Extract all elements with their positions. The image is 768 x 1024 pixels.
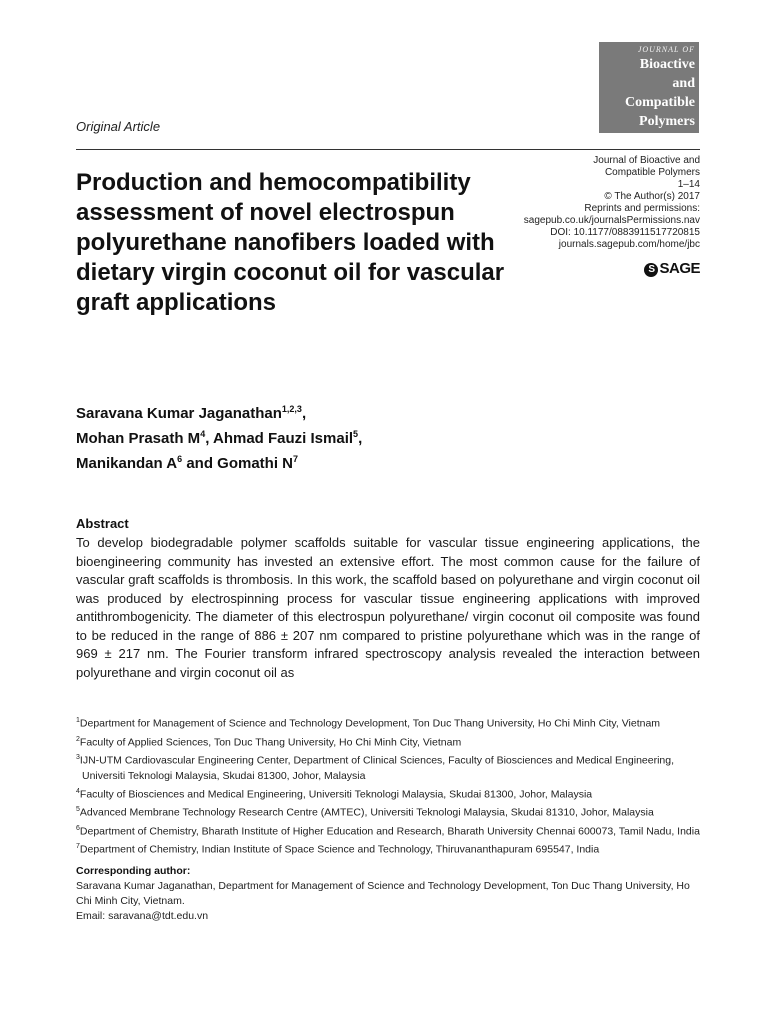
- affiliation-number: 5: [76, 806, 80, 813]
- corresponding-author-text: Saravana Kumar Jaganathan, Department for Management of Science and Technology Development, Ton Duc Thang University, Ho Chi Minh City, Vietnam.: [76, 879, 690, 907]
- journal-logo-line: and: [672, 76, 695, 91]
- author-name: Mohan Prasath M: [76, 430, 201, 447]
- affiliation-item: [76, 750, 700, 784]
- author-list: [76, 399, 636, 474]
- author-affil-ref: 1,2,3: [281, 404, 302, 414]
- author-name: Manikandan A: [76, 455, 178, 472]
- author-name: Ahmad Fauzi Ismail: [213, 430, 354, 447]
- sage-wordmark: SAGE: [659, 260, 700, 277]
- affiliation-item: [76, 802, 700, 821]
- author-affil-ref: 5: [353, 429, 359, 439]
- sage-logo: [644, 260, 700, 277]
- affiliation-item: [76, 839, 700, 858]
- affiliation-item: [76, 784, 700, 803]
- article-type: Original Article: [76, 119, 161, 134]
- paper-title: Production and hemocompatibility assessment of novel electrospun polyurethane nanofibers loaded with dietary virgin coconut oil for vascular graft applications: [76, 169, 505, 316]
- journal-meta: [460, 155, 700, 251]
- meta-line[interactable]: journals.sagepub.com/home/jbc: [558, 239, 700, 250]
- abstract-heading: Abstract: [76, 516, 129, 531]
- author-name: Saravana Kumar Jaganathan: [76, 405, 282, 422]
- journal-logo-line: Polymers: [639, 114, 695, 129]
- affiliation-text: IJN-UTM Cardiovascular Engineering Center, Department of Clinical Sciences, Faculty of Biosciences and Medical Engineering, Universiti Teknologi Malaysia, Skudai 81300, Johor, Malaysia: [79, 754, 675, 782]
- affiliation-number: 2: [76, 735, 80, 743]
- author-separator: ,: [301, 405, 307, 422]
- meta-line: DOI: 10.1177/0883911517720815: [550, 227, 700, 238]
- affiliation-text: Department for Management of Science and Technology Development, Ton Duc Thang University, Ho Chi Minh City, Vietnam: [79, 717, 661, 730]
- meta-line: Compatible Polymers: [604, 167, 700, 178]
- affiliation-text: Advanced Membrane Technology Research Centre (AMTEC), Universiti Teknologi Malaysia, Skudai 81310, Johor, Malaysia: [79, 806, 654, 819]
- affiliation-text: Faculty of Biosciences and Medical Engineering, Universiti Teknologi Malaysia, Skudai 81300, Johor, Malaysia: [79, 788, 593, 800]
- affiliation-text: Department of Chemistry, Bharath Institute of Higher Education and Research, Bharath University Chennai 600073, Tamil Nadu, India: [79, 825, 700, 837]
- meta-line: Reprints and permissions:: [584, 203, 700, 214]
- affiliation-text: Department of Chemistry, Indian Institute of Space Science and Technology, Thiruvananthapuram 695547, India: [79, 843, 600, 856]
- affiliations-footnote: [76, 713, 700, 924]
- affiliation-number: 3: [76, 754, 80, 761]
- affiliation-number: 4: [76, 787, 80, 795]
- author-affil-ref: 4: [200, 429, 206, 439]
- author-name: Gomathi N: [217, 455, 294, 472]
- affiliation-number: 6: [76, 824, 80, 832]
- author-affil-ref: 7: [293, 454, 299, 464]
- header-divider: [76, 149, 700, 150]
- journal-logo-line: Bioactive: [639, 57, 695, 72]
- author-affil-ref: 6: [177, 454, 183, 464]
- author-separator: and: [182, 455, 213, 472]
- meta-line: 1–14: [677, 179, 700, 190]
- affiliation-item: [76, 713, 700, 732]
- journal-logo: [599, 42, 699, 133]
- meta-line[interactable]: sagepub.co.uk/journalsPermissions.nav: [523, 215, 700, 226]
- affiliation-item: [76, 732, 700, 751]
- journal-logo-line: Compatible: [625, 95, 695, 110]
- sage-mark-icon: S: [644, 263, 658, 277]
- corresponding-author-heading: Corresponding author:: [76, 864, 191, 877]
- corresponding-author-email[interactable]: Email: saravana@tdt.edu.vn: [76, 909, 209, 922]
- author-separator: ,: [205, 430, 210, 447]
- affiliation-text: Faculty of Applied Sciences, Ton Duc Thang University, Ho Chi Minh City, Vietnam: [79, 736, 462, 748]
- meta-line: Journal of Bioactive and: [593, 155, 700, 166]
- journal-logo-prefix: JOURNAL OF: [637, 45, 695, 54]
- affiliation-item: [76, 821, 700, 840]
- abstract-text: To develop biodegradable polymer scaffolds suitable for vascular tissue engineering applications, the bioengineering community has invested an extensive effort. The most common cause for the failure of vascular graft scaffolds is thrombosis. In this work, the scaffold based on polyurethane and virgin coconut oil was produced by electrospinning process for vascular tissue engineering applications with improved antithrombogenicity. The diameter of this electrospun polyurethane/ virgin coconut oil composite was found to be reduced in the range of 886 ± 207 nm compared to pristine polyurethane which was in the range of 969 ± 217 nm. The Fourier transform infrared spectroscopy analysis revealed the interaction between polyurethane and virgin coconut oil as: [76, 535, 700, 680]
- affiliation-number: 1: [76, 717, 80, 724]
- author-separator: ,: [358, 430, 363, 447]
- meta-line: © The Author(s) 2017: [604, 191, 700, 202]
- affiliation-number: 7: [76, 843, 80, 850]
